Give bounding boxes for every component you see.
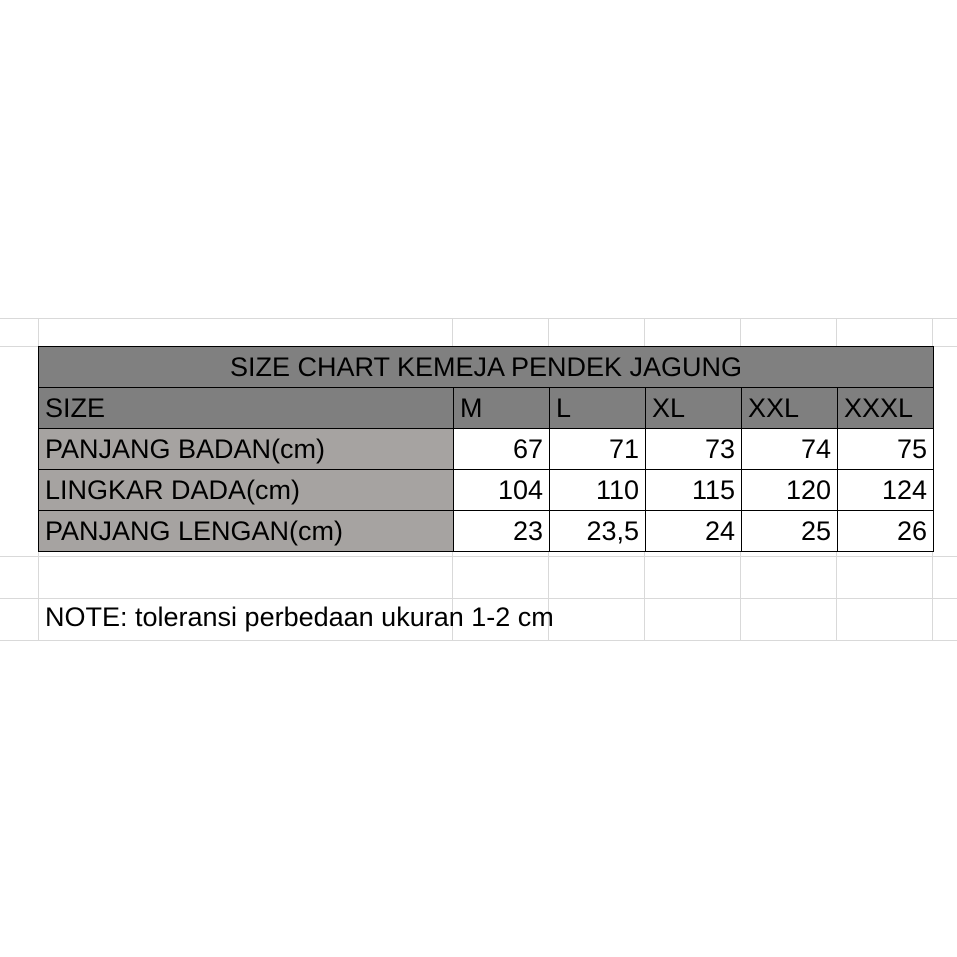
size-cell-xxl[interactable]: XXL [742, 388, 838, 429]
row-label-panjang-lengan[interactable]: PANJANG LENGAN(cm) [39, 511, 454, 552]
value-cell[interactable]: 74 [742, 429, 838, 470]
gridline [0, 318, 957, 319]
row-label-lingkar-dada[interactable]: LINGKAR DADA(cm) [39, 470, 454, 511]
header-row [39, 388, 934, 429]
value-cell[interactable]: 71 [550, 429, 646, 470]
value-cell[interactable]: 24 [646, 511, 742, 552]
value-cell[interactable]: 104 [454, 470, 550, 511]
table-row [39, 429, 934, 470]
value-cell[interactable]: 25 [742, 511, 838, 552]
value-cell[interactable]: 115 [646, 470, 742, 511]
table-row [39, 511, 934, 552]
table-title[interactable]: SIZE CHART KEMEJA PENDEK JAGUNG [39, 347, 934, 388]
value-cell[interactable]: 67 [454, 429, 550, 470]
size-cell-xl[interactable]: XL [646, 388, 742, 429]
size-header-cell[interactable]: SIZE [39, 388, 454, 429]
table-row [39, 470, 934, 511]
value-cell[interactable]: 26 [838, 511, 934, 552]
value-cell[interactable]: 75 [838, 429, 934, 470]
size-chart-table [38, 346, 934, 552]
title-row [39, 347, 934, 388]
row-label-panjang-badan[interactable]: PANJANG BADAN(cm) [39, 429, 454, 470]
value-cell[interactable]: 73 [646, 429, 742, 470]
note-text[interactable]: NOTE: toleransi perbedaan ukuran 1-2 cm [45, 602, 554, 632]
value-cell[interactable]: 23 [454, 511, 550, 552]
value-cell[interactable]: 110 [550, 470, 646, 511]
gridline [0, 640, 957, 641]
value-cell[interactable]: 124 [838, 470, 934, 511]
size-cell-l[interactable]: L [550, 388, 646, 429]
gridline [0, 598, 957, 599]
value-cell[interactable]: 120 [742, 470, 838, 511]
gridline [0, 556, 957, 557]
value-cell[interactable]: 23,5 [550, 511, 646, 552]
size-cell-m[interactable]: M [454, 388, 550, 429]
size-cell-xxxl[interactable]: XXXL [838, 388, 934, 429]
